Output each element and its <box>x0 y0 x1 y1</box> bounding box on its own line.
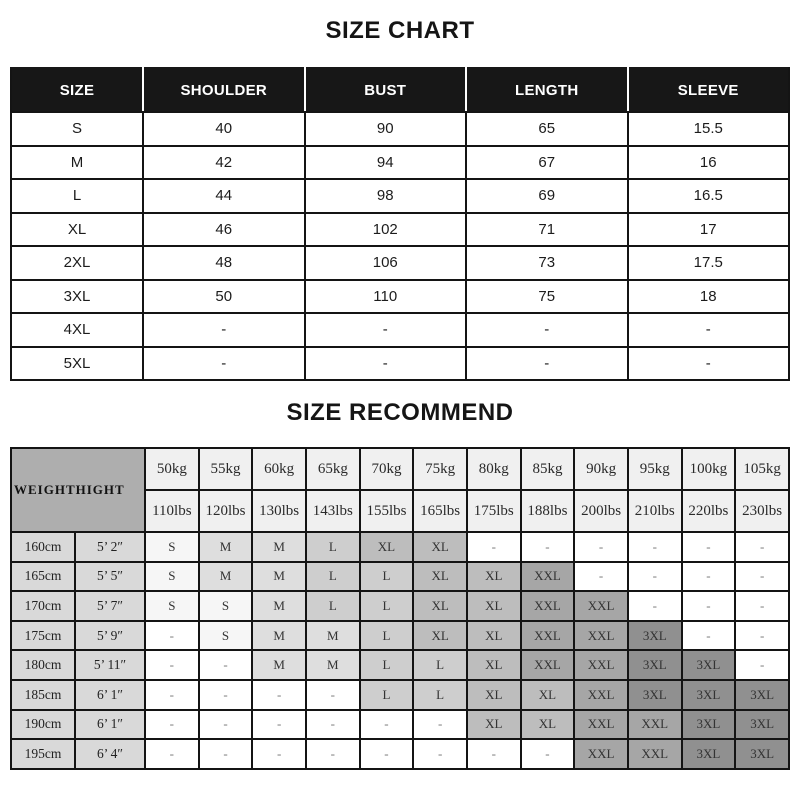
weight-kg-header: 75kg <box>413 448 467 490</box>
size-chart-column-header: BUST <box>305 68 467 112</box>
recommended-size-cell: 3XL <box>682 710 736 740</box>
size-chart-row <box>11 112 789 146</box>
no-size-cell: - <box>145 739 199 769</box>
recommended-size-cell: XL <box>360 532 414 562</box>
weight-kg-header-row <box>11 448 789 490</box>
recommended-size-cell: XL <box>413 532 467 562</box>
height-cm-cell: 165cm <box>11 562 75 592</box>
size-chart-header <box>11 68 789 112</box>
recommended-size-cell: 3XL <box>628 650 682 680</box>
recommended-size-cell: XL <box>467 680 521 710</box>
recommended-size-cell: L <box>360 680 414 710</box>
recommended-size-cell: XXL <box>628 710 682 740</box>
measurement-cell: 102 <box>305 213 467 247</box>
recommended-size-cell: 3XL <box>735 710 789 740</box>
recommended-size-cell: M <box>252 562 306 592</box>
recommended-size-cell: 3XL <box>628 680 682 710</box>
no-size-cell: - <box>682 591 736 621</box>
recommended-size-cell: XXL <box>521 621 575 651</box>
measurement-cell: 46 <box>143 213 305 247</box>
no-size-cell: - <box>521 532 575 562</box>
recommended-size-cell: XL <box>521 680 575 710</box>
recommended-size-cell: XL <box>467 621 521 651</box>
recommended-size-cell: L <box>413 650 467 680</box>
measurement-cell: - <box>466 347 628 381</box>
recommended-size-cell: XXL <box>574 621 628 651</box>
recommended-size-cell: 3XL <box>682 650 736 680</box>
weight-lbs-header: 143lbs <box>306 490 360 532</box>
no-size-cell: - <box>413 710 467 740</box>
measurement-cell: - <box>305 313 467 347</box>
recommended-size-cell: S <box>145 562 199 592</box>
recommended-size-cell: XXL <box>574 591 628 621</box>
recommended-size-cell: S <box>199 591 253 621</box>
size-recommend-header <box>11 448 789 532</box>
size-recommend-row <box>11 680 789 710</box>
measurement-cell: 44 <box>143 179 305 213</box>
no-size-cell: - <box>252 739 306 769</box>
size-chart-column-header: SIZE <box>11 68 143 112</box>
size-label-cell: S <box>11 112 143 146</box>
measurement-cell: 73 <box>466 246 628 280</box>
weight-lbs-header: 220lbs <box>682 490 736 532</box>
height-ft-cell: 5’ 11″ <box>75 650 145 680</box>
weight-lbs-header: 175lbs <box>467 490 521 532</box>
recommended-size-cell: XL <box>521 710 575 740</box>
height-ft-cell: 5’ 5″ <box>75 562 145 592</box>
height-ft-cell: 6’ 1″ <box>75 680 145 710</box>
size-chart-title: SIZE CHART <box>325 17 475 44</box>
no-size-cell: - <box>306 710 360 740</box>
weight-height-corner-cell <box>11 448 145 532</box>
measurement-cell: 17 <box>628 213 790 247</box>
no-size-cell: - <box>628 562 682 592</box>
no-size-cell: - <box>360 710 414 740</box>
recommended-size-cell: L <box>360 591 414 621</box>
recommended-size-cell: S <box>145 532 199 562</box>
size-recommend-row <box>11 532 789 562</box>
measurement-cell: - <box>143 313 305 347</box>
recommended-size-cell: 3XL <box>682 739 736 769</box>
weight-kg-header: 85kg <box>521 448 575 490</box>
no-size-cell: - <box>682 562 736 592</box>
no-size-cell: - <box>467 532 521 562</box>
height-cm-cell: 195cm <box>11 739 75 769</box>
measurement-cell: 17.5 <box>628 246 790 280</box>
recommended-size-cell: 3XL <box>735 739 789 769</box>
size-chart-row <box>11 313 789 347</box>
measurement-cell: 67 <box>466 146 628 180</box>
measurement-cell: - <box>628 347 790 381</box>
size-chart-header-row <box>11 68 789 112</box>
size-label-cell: 3XL <box>11 280 143 314</box>
size-chart-column-header: SLEEVE <box>628 68 790 112</box>
weight-kg-header: 50kg <box>145 448 199 490</box>
weight-kg-header: 70kg <box>360 448 414 490</box>
recommended-size-cell: XXL <box>574 680 628 710</box>
recommended-size-cell: S <box>145 591 199 621</box>
recommended-size-cell: XL <box>467 650 521 680</box>
no-size-cell: - <box>574 562 628 592</box>
no-size-cell: - <box>628 591 682 621</box>
measurement-cell: 75 <box>466 280 628 314</box>
measurement-cell: 94 <box>305 146 467 180</box>
recommended-size-cell: L <box>413 680 467 710</box>
recommended-size-cell: M <box>252 532 306 562</box>
no-size-cell: - <box>628 532 682 562</box>
recommended-size-cell: XXL <box>574 650 628 680</box>
size-recommend-row <box>11 562 789 592</box>
no-size-cell: - <box>521 739 575 769</box>
recommended-size-cell: L <box>306 591 360 621</box>
weight-lbs-header: 120lbs <box>199 490 253 532</box>
measurement-cell: - <box>305 347 467 381</box>
no-size-cell: - <box>360 739 414 769</box>
recommended-size-cell: L <box>306 532 360 562</box>
no-size-cell: - <box>145 680 199 710</box>
measurement-cell: 16.5 <box>628 179 790 213</box>
no-size-cell: - <box>306 739 360 769</box>
height-cm-cell: 180cm <box>11 650 75 680</box>
weight-lbs-header: 130lbs <box>252 490 306 532</box>
measurement-cell: 16 <box>628 146 790 180</box>
size-recommend-row <box>11 621 789 651</box>
no-size-cell: - <box>574 532 628 562</box>
size-chart-column-header: SHOULDER <box>143 68 305 112</box>
measurement-cell: - <box>143 347 305 381</box>
size-chart-row <box>11 213 789 247</box>
recommended-size-cell: M <box>252 621 306 651</box>
recommended-size-cell: L <box>360 621 414 651</box>
recommended-size-cell: 3XL <box>682 680 736 710</box>
no-size-cell: - <box>682 532 736 562</box>
weight-lbs-header: 165lbs <box>413 490 467 532</box>
size-recommend-body <box>11 532 789 769</box>
measurement-cell: 65 <box>466 112 628 146</box>
size-chart-row <box>11 179 789 213</box>
weight-lbs-header: 188lbs <box>521 490 575 532</box>
weight-label: WEIGHT <box>14 482 76 497</box>
size-chart-table <box>10 67 790 381</box>
height-ft-cell: 5’ 2″ <box>75 532 145 562</box>
height-ft-cell: 6’ 1″ <box>75 710 145 740</box>
size-chart-body <box>11 112 789 380</box>
height-cm-cell: 190cm <box>11 710 75 740</box>
recommended-size-cell: M <box>306 650 360 680</box>
measurement-cell: 69 <box>466 179 628 213</box>
no-size-cell: - <box>145 710 199 740</box>
no-size-cell: - <box>735 591 789 621</box>
no-size-cell: - <box>735 532 789 562</box>
recommended-size-cell: XL <box>467 710 521 740</box>
measurement-cell: 40 <box>143 112 305 146</box>
height-cm-cell: 160cm <box>11 532 75 562</box>
weight-lbs-header: 200lbs <box>574 490 628 532</box>
measurement-cell: 50 <box>143 280 305 314</box>
no-size-cell: - <box>145 621 199 651</box>
size-recommend-row <box>11 710 789 740</box>
recommended-size-cell: M <box>199 562 253 592</box>
no-size-cell: - <box>467 739 521 769</box>
size-chart-row <box>11 246 789 280</box>
size-label-cell: L <box>11 179 143 213</box>
size-label-cell: XL <box>11 213 143 247</box>
measurement-cell: - <box>628 313 790 347</box>
recommended-size-cell: XL <box>413 562 467 592</box>
no-size-cell: - <box>199 680 253 710</box>
height-ft-cell: 5’ 9″ <box>75 621 145 651</box>
recommended-size-cell: XXL <box>628 739 682 769</box>
weight-lbs-header: 230lbs <box>735 490 789 532</box>
measurement-cell: 110 <box>305 280 467 314</box>
height-cm-cell: 175cm <box>11 621 75 651</box>
height-cm-cell: 170cm <box>11 591 75 621</box>
measurement-cell: 18 <box>628 280 790 314</box>
recommended-size-cell: XXL <box>521 591 575 621</box>
measurement-cell: 71 <box>466 213 628 247</box>
size-recommend-row <box>11 650 789 680</box>
recommended-size-cell: XXL <box>521 562 575 592</box>
no-size-cell: - <box>413 739 467 769</box>
size-recommend-title: SIZE RECOMMEND <box>286 399 514 426</box>
size-chart-column-header: LENGTH <box>466 68 628 112</box>
recommended-size-cell: M <box>252 591 306 621</box>
measurement-cell: 98 <box>305 179 467 213</box>
weight-kg-header: 65kg <box>306 448 360 490</box>
height-label: HIGHT <box>75 482 125 497</box>
recommended-size-cell: L <box>360 650 414 680</box>
size-chart-row <box>11 146 789 180</box>
no-size-cell: - <box>252 710 306 740</box>
recommended-size-cell: 3XL <box>735 680 789 710</box>
weight-kg-header: 100kg <box>682 448 736 490</box>
no-size-cell: - <box>145 650 199 680</box>
measurement-cell: 42 <box>143 146 305 180</box>
measurement-cell: 106 <box>305 246 467 280</box>
size-chart-row <box>11 347 789 381</box>
height-ft-cell: 5’ 7″ <box>75 591 145 621</box>
no-size-cell: - <box>682 621 736 651</box>
no-size-cell: - <box>735 562 789 592</box>
recommended-size-cell: XXL <box>574 710 628 740</box>
weight-kg-header: 55kg <box>199 448 253 490</box>
no-size-cell: - <box>306 680 360 710</box>
no-size-cell: - <box>199 650 253 680</box>
measurement-cell: - <box>466 313 628 347</box>
recommended-size-cell: XL <box>413 621 467 651</box>
recommended-size-cell: S <box>199 621 253 651</box>
weight-height-corner-labels <box>12 482 144 498</box>
recommended-size-cell: 3XL <box>628 621 682 651</box>
size-recommend-table <box>10 447 790 770</box>
weight-kg-header: 95kg <box>628 448 682 490</box>
height-cm-cell: 185cm <box>11 680 75 710</box>
recommended-size-cell: M <box>199 532 253 562</box>
no-size-cell: - <box>199 710 253 740</box>
weight-kg-header: 60kg <box>252 448 306 490</box>
measurement-cell: 15.5 <box>628 112 790 146</box>
weight-kg-header: 80kg <box>467 448 521 490</box>
recommended-size-cell: XL <box>467 562 521 592</box>
weight-lbs-header: 110lbs <box>145 490 199 532</box>
size-chart-row <box>11 280 789 314</box>
recommended-size-cell: XXL <box>521 650 575 680</box>
no-size-cell: - <box>735 621 789 651</box>
recommended-size-cell: L <box>306 562 360 592</box>
no-size-cell: - <box>735 650 789 680</box>
measurement-cell: 90 <box>305 112 467 146</box>
no-size-cell: - <box>199 739 253 769</box>
recommended-size-cell: XL <box>467 591 521 621</box>
size-label-cell: 5XL <box>11 347 143 381</box>
height-ft-cell: 6’ 4″ <box>75 739 145 769</box>
size-recommend-row <box>11 591 789 621</box>
recommended-size-cell: M <box>252 650 306 680</box>
weight-kg-header: 105kg <box>735 448 789 490</box>
weight-lbs-header: 155lbs <box>360 490 414 532</box>
no-size-cell: - <box>252 680 306 710</box>
measurement-cell: 48 <box>143 246 305 280</box>
recommended-size-cell: XXL <box>574 739 628 769</box>
recommended-size-cell: XL <box>413 591 467 621</box>
recommended-size-cell: L <box>360 562 414 592</box>
weight-lbs-header: 210lbs <box>628 490 682 532</box>
recommended-size-cell: M <box>306 621 360 651</box>
size-recommend-row <box>11 739 789 769</box>
size-label-cell: M <box>11 146 143 180</box>
size-label-cell: 2XL <box>11 246 143 280</box>
weight-kg-header: 90kg <box>574 448 628 490</box>
size-label-cell: 4XL <box>11 313 143 347</box>
